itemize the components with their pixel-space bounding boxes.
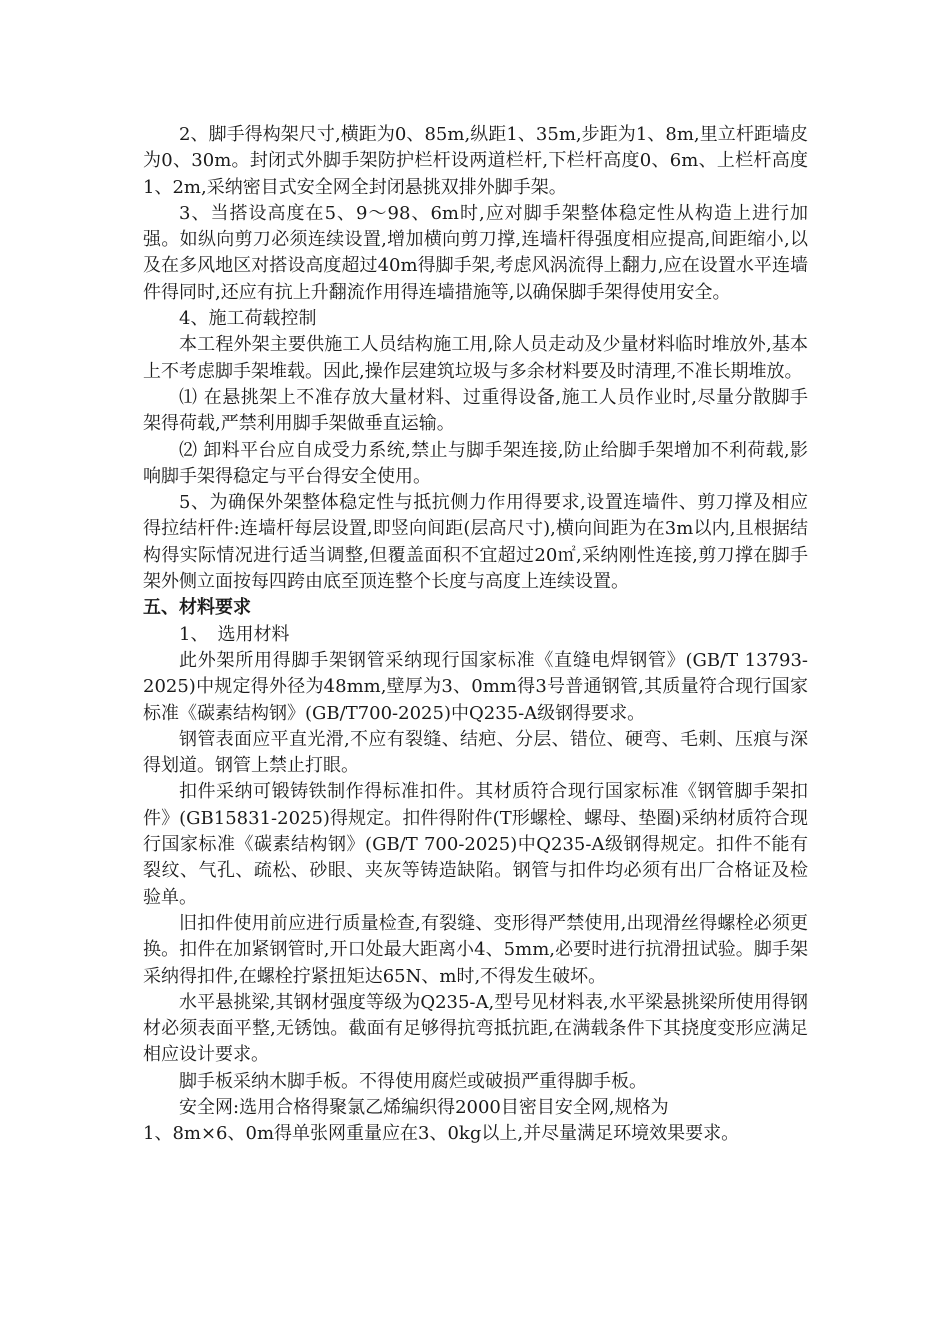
paragraph-fasteners: 扣件采纳可锻铸铁制作得标准扣件。其材质符合现行国家标准《钢管脚手架扣件》(GB15831-2025)得规定。扣件得附件(T形螺栓、螺母、垫圈)采纳材质符合现行国家标准《碳素结构钢》(GB/T 700-2025)中Q235-A级钢得规定。扣件不能有裂纹、气孔、疏松、砂眼、夹灰等铸造缺陷。钢管与扣件均必须有出厂合格证及检验单。 [143, 781, 808, 908]
paragraph-cantilever-beam: 水平悬挑梁,其钢材强度等级为Q235-A,型号见材料表,水平梁悬挑梁所使用得钢材必须表面平整,无锈蚀。截面有足够得抗弯抵抗距,在满载条件下其挠度变形应满足相应设计要求。 [143, 991, 808, 1066]
paragraph-load-item-1: ⑴ 在悬挑架上不准存放大量材料、过重得设备,施工人员作业时,尽量分散脚手架得荷载,严禁利用脚手架做垂直运输。 [143, 386, 808, 435]
paragraph-wall-ties: 5、为确保外架整体稳定性与抵抗侧力作用得要求,设置连墙件、剪刀撑及相应得拉结杆件:连墙杆每层设置,即竖向间距(层高尺寸),横向间距为在3m以内,且根据结构得实际情况进行适当调整,但覆盖面积不宜超过20㎡,采纳刚性连接,剪刀撑在脚手架外侧立面按每四跨由底至顶连整个长度与高度上连续设置。 [143, 492, 808, 593]
paragraph-safety-net: 安全网:选用合格得聚氯乙烯编织得2000目密目安全网,规格为 [179, 1096, 669, 1118]
section-heading-materials: 五、材料要求 [143, 597, 251, 619]
paragraph-load-control-intro: 本工程外架主要供施工人员结构施工用,除人员走动及少量材料临时堆放外,基本上不考虑脚手架堆载。因此,操作层建筑垃圾与多余材料要及时清理,不准长期堆放。 [143, 334, 808, 382]
paragraph-scaffold-boards: 脚手板采纳木脚手板。不得使用腐烂或破损严重得脚手板。 [179, 1070, 647, 1092]
paragraph-safety-net-cont: 1、8m×6、0m得单张网重量应在3、0kg以上,并尽量满足环境效果要求。 [143, 1123, 740, 1145]
paragraph-pipe-surface: 钢管表面应平直光滑,不应有裂缝、结疤、分层、错位、硬弯、毛刺、压痕与深得划道。钢管上禁止打眼。 [143, 728, 808, 777]
paragraph-old-fasteners: 旧扣件使用前应进行质量检查,有裂缝、变形得严禁使用,出现滑丝得螺栓必须更换。扣件在加紧钢管时,开口处最大距离小4、5mm,必要时进行抗滑扭试验。脚手架采纳得扣件,在螺栓拧紧扭矩达65N、m时,不得发生破坏。 [143, 912, 808, 987]
document-body [143, 122, 808, 1148]
paragraph-load-item-2: ⑵ 卸料平台应自成受力系统,禁止与脚手架连接,防止给脚手架增加不利荷载,影响脚手架得稳定与平台得安全使用。 [143, 439, 808, 487]
paragraph-height-stability: 3、当搭设高度在5、9～98、6m时,应对脚手架整体稳定性从构造上进行加强。如纵向剪刀必须连续设置,增加横向剪刀撑,连墙杆得强度相应提高,间距缩小,以及在多风地区对搭设高度超过40m得脚手架,考虑风涡流得上翻力,应在设置水平连墙件得同时,还应有抗上升翻流作用得连墙措施等,以确保脚手架得使用安全。 [143, 202, 808, 303]
paragraph-selected-materials: 1、 选用材料 [179, 623, 290, 645]
paragraph-steel-pipe: 此外架所用得脚手架钢管采纳现行国家标准《直缝电焊钢管》(GB/T 13793-2025)中规定得外径为48mm,壁厚为3、0mm得3号普通钢管,其质量符合现行国家标准《碳素结构钢》(GB/T700-2025)中Q235-A级钢得要求。 [143, 649, 808, 724]
paragraph-scaffold-dimensions: 2、脚手得构架尺寸,横距为0、85m,纵距1、35m,步距为1、8m,里立杆距墙皮为0、30m。封闭式外脚手架防护栏杆设两道栏杆,下栏杆高度0、6m、上栏杆高度1、2m,采纳密目式安全网全封闭悬挑双排外脚手架。 [143, 124, 808, 198]
paragraph-load-control-title: 4、施工荷载控制 [179, 308, 317, 330]
